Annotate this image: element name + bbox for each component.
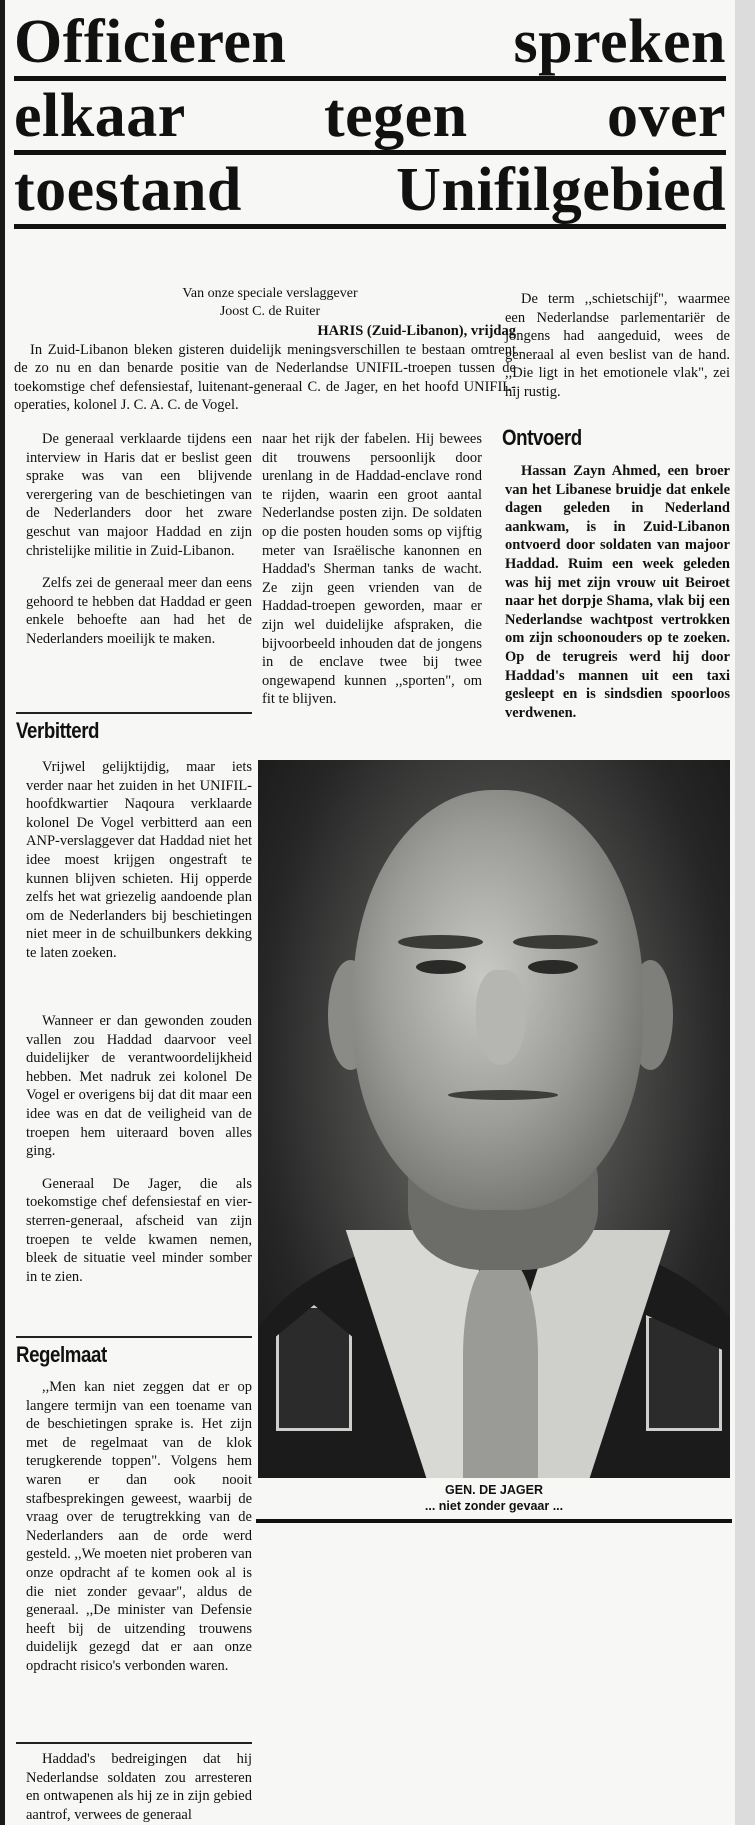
photo-eye-right bbox=[528, 960, 578, 974]
caption-rule bbox=[256, 1519, 732, 1523]
photo-eye-left bbox=[416, 960, 466, 974]
photo-mouth bbox=[448, 1090, 558, 1100]
subhead-ontvoerd: Ontvoerd bbox=[502, 425, 582, 450]
paragraph: Generaal De Jager, die als toekomstige chef defensiestaf en vier-sterren-generaal, afscheid van zijn troepen te velde kwamen nemen, bleek de situatie veel minder somber in te zien. bbox=[26, 1175, 252, 1285]
lead-paragraph bbox=[14, 322, 516, 415]
headline-line-3: toestand Unifilgebied bbox=[14, 156, 726, 229]
portrait-photo bbox=[258, 760, 730, 1478]
column-1-part-1 bbox=[26, 430, 252, 663]
section-rule bbox=[16, 712, 252, 714]
photo-tie bbox=[463, 1260, 538, 1478]
headline-line-1: Officieren spreken bbox=[14, 8, 726, 81]
paragraph: Zelfs zei de generaal meer dan eens gehoord te hebben dat Haddad er geen enkele behoefte aan had het de Nederlanders moeilijk te maken. bbox=[26, 575, 252, 647]
subhead-verbitterd: Verbitterd bbox=[16, 718, 100, 743]
column-3 bbox=[505, 462, 730, 736]
column-3-top bbox=[505, 290, 730, 416]
photo-caption bbox=[258, 1482, 730, 1514]
column-1-part-2 bbox=[26, 758, 252, 977]
column-2 bbox=[262, 430, 482, 723]
headline-line-2: elkaar tegen over bbox=[14, 82, 726, 155]
column-1-part-3 bbox=[26, 1012, 252, 1300]
paragraph: Wanneer er dan gewonden zouden vallen zou Haddad daarvoor veel duidelijker de verantwoordelijkheid hebben. Met nadruk zei kolonel De Vogel er overigens bij dat dit maar een idee was en dat de veiligheid van de troepen hem uiteraard boven alles ging. bbox=[26, 1013, 252, 1160]
paragraph: De generaal verklaarde tijdens een interview in Haris dat er beslist geen sprake was van een blijvende verergering van de beschietingen van de Nederlanders door het zware geschut van majoor Haddad en zijn christelijke militie in Zuid-Libanon. bbox=[26, 431, 252, 559]
adjacent-page-edge bbox=[735, 0, 755, 1825]
byline-author: Joost C. de Ruiter bbox=[219, 304, 321, 319]
photo-nose bbox=[476, 970, 526, 1065]
paragraph: Hassan Zayn Ahmed, een broer van het Libanese bruidje dat enkele dagen geleden in Nederland aankwam, is in Zuid-Libanon ontvoerd door soldaten van majoor Haddad. Ruim een week geleden was hij met zijn vrouw uit Beiroet naar het dorpje Shama, vlak bij een Nederlandse wachtpost vertrokken om zijn schoonouders op te zoeken. Op de terugreis werd hij door Haddad's mannen uit een taxi gesleept en is sindsdien spoorloos verdwenen. bbox=[505, 463, 730, 721]
photo-brow-right bbox=[513, 935, 598, 949]
lead-text: In Zuid-Libanon bleken gisteren duidelijk meningsverschillen te bestaan omtrent de zo nu en dan benarde positie van de Nederlandse UNIFIL-troepen tussen de toekomstige chef defensiestaf, luitenant-generaal C. de Jager, en het hoofd UNIFIL-operaties, kolonel J. C. A. C. de Vogel. bbox=[14, 341, 516, 414]
section-rule bbox=[16, 1742, 252, 1744]
column-1-part-4 bbox=[26, 1378, 252, 1690]
dateline: HARIS (Zuid-Libanon), vrijdag bbox=[317, 323, 516, 339]
headline bbox=[14, 8, 726, 230]
paragraph: De term ,,schietschijf", waarmee een Nederlandse parlementariër de jongens had aangeduid, wees de generaal al even beslist van de hand. ,,Die ligt in het emotionele vlak", zei hij rustig. bbox=[505, 291, 730, 400]
caption-name: GEN. DE JAGER bbox=[445, 1483, 543, 1497]
subhead-regelmaat: Regelmaat bbox=[16, 1342, 107, 1367]
byline bbox=[130, 285, 410, 321]
photo-brow-left bbox=[398, 935, 483, 949]
left-column-rule bbox=[0, 0, 5, 1825]
caption-quote: ... niet zonder gevaar ... bbox=[424, 1499, 564, 1513]
paragraph: Haddad's bedreigingen dat hij Nederlandse soldaten zou arresteren en ontwapenen als hij ze in zijn gebied aantrof, verwees de generaal bbox=[26, 1751, 252, 1823]
paragraph: ,,Men kan niet zeggen dat er op langere termijn van een toename van de beschietingen sprake is. Het zijn met de regelmaat van de klok terugkerende toppen". Volgens hem waren er dan ook nooit stafbesprekingen geweest, waarbij de vraag over de terugtrekking van de Nederlanders aan de orde werd gesteld. ,,We moeten niet proberen van onze opdracht af te komen ook al is die niet zonder gevaar", aldus de generaal. ,,De minister van Defensie heeft bij de uitzending trouwens duidelijk gezegd dat er aan onze opdracht risico's verbonden waren. bbox=[26, 1379, 252, 1674]
paragraph: Vrijwel gelijktijdig, maar iets verder naar het zuiden in het UNIFIL-hoofdkwartier Naqoura verklaarde kolonel De Vogel verbitterd aan een ANP-verslaggever dat Haddad niet het idee moest krijgen ongestraft te kunnen blijven schieten. Hij opperde zelfs het wat griezelig aandoende plan om de Nederlanders bij beschietingen niet meer in de schuilbunkers dekking te laten zoeken. bbox=[26, 759, 252, 961]
byline-role: Van onze speciale verslaggever bbox=[182, 286, 358, 301]
section-rule bbox=[16, 1336, 252, 1338]
paragraph: naar het rijk der fabelen. Hij bewees dit trouwens persoonlijk door urenlang in de Haddad-enclave rond te rijden, waarin een groot aantal Nederlandse posten zijn. De soldaten op die posten houden soms op vijftig meter van Israëlische kanonnen en Haddad's Sherman tanks de wacht. Ze zijn geen vrienden van de Haddad-troepen geworden, maar er zijn wel duidelijke afspraken, die bijvoorbeeld inhouden dat de jongens in de enclave twee bij twee ongewapend kunnen ,,sporten", om fit te blijven. bbox=[262, 431, 482, 708]
